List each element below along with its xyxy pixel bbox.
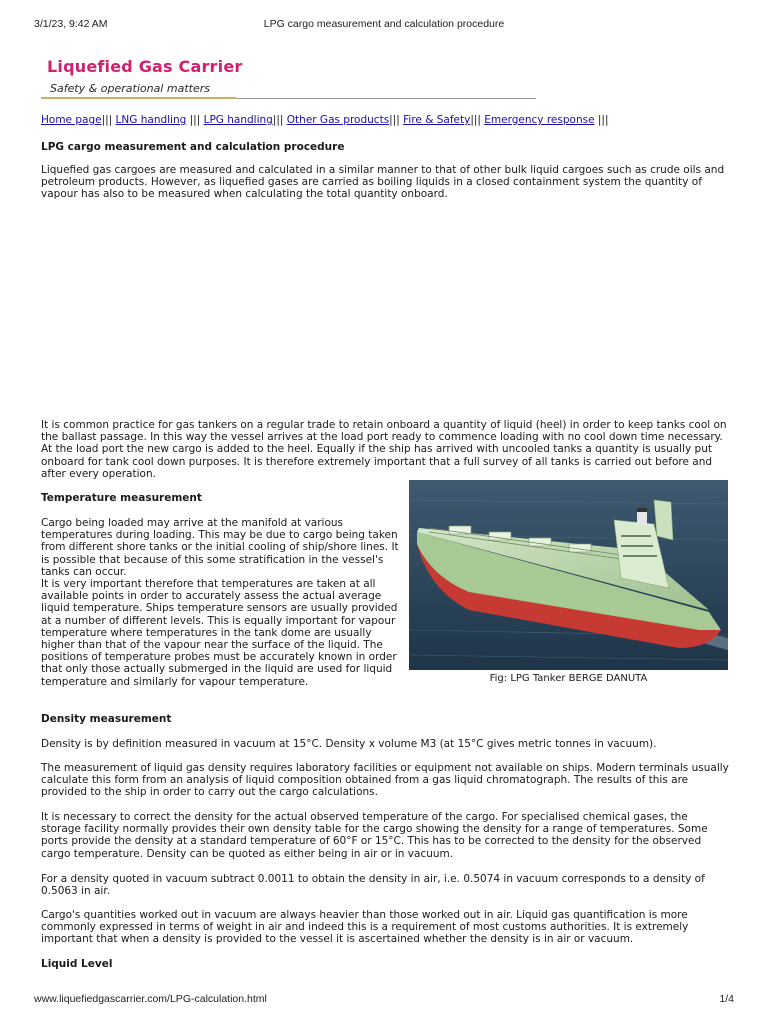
banner-rule-gold xyxy=(41,97,236,99)
temperature-paragraph-1: Cargo being loaded may arrive at the manifold at various temperatures during loading. This may be due to cargo being taken from different shore tanks or the initial cooling of ship/shore lines. It is possible that because of this some stratification in the vessel's tanks can occur. xyxy=(41,517,399,578)
print-url: www.liquefiedgascarrier.com/LPG-calculation.html xyxy=(34,993,267,1005)
tanker-photo xyxy=(409,480,728,670)
nav-separator: ||| xyxy=(186,114,204,126)
site-banner xyxy=(41,55,536,103)
liquid-level-heading: Liquid Level xyxy=(41,958,113,970)
nav-link-home[interactable]: Home page xyxy=(41,114,102,126)
temperature-paragraph-2: It is very important therefore that temperatures are taken at all available points in order to accurately assess the actual average liquid temperature. Ships temperature sensors are usually provided at a number of different levels. This is equally important for vapour temperature where temperatures in the tank dome are usually higher than that of the vapour near the surface of the liquid. The positions of temperature probes must be accurately known in order that only those actually submerged in the liquid are used for liquid temperature and similarly for vapour temperature. xyxy=(41,578,398,688)
density-paragraph-1: Density is by definition measured in vacuum at 15°C. Density x volume M3 (at 15°C gives metric tonnes in vacuum). xyxy=(41,738,657,750)
density-paragraph-4: For a density quoted in vacuum subtract 0.0011 to obtain the density in air, i.e. 0.5074 in vacuum corresponds to a density of 0.5063 in air. xyxy=(41,873,705,898)
print-header xyxy=(34,18,734,32)
article-heading: LPG cargo measurement and calculation procedure xyxy=(41,141,345,153)
tanker-figure xyxy=(409,480,728,684)
density-paragraph-3: It is necessary to correct the density for the actual observed temperature of the cargo. For specialised chemical gases, the storage facility normally provides their own density table for the cargo showing the density for a range of temperatures. Some ports provide the density at a standard temperature of 60°F or 15°C. This has to be corrected to the density for the observed cargo temperature. Density can be quoted as either being in air or in vacuum. xyxy=(41,811,708,860)
nav-separator: ||| xyxy=(272,114,287,126)
figure-caption: Fig: LPG Tanker BERGE DANUTA xyxy=(489,673,648,684)
density-heading: Density measurement xyxy=(41,713,172,725)
nav-link-emergency-response[interactable]: Emergency response xyxy=(484,114,595,126)
nav-link-lpg-handling[interactable]: LPG handling xyxy=(203,114,273,126)
nav-separator: ||| xyxy=(470,114,485,126)
article-intro: Liquefied gas cargoes are measured and calculated in a similar manner to that of other bulk liquid cargoes such as crude oils and petroleum products. However, as liquefied gases are carried as boiling liquids in a closed containment system the quantity of vapour has also to be measured when calculating the total quantity onboard. xyxy=(41,164,725,201)
density-paragraph-5: Cargo's quantities worked out in vacuum are always heavier than those worked out in air. Liquid gas quantification is more commonly expressed in terms of weight in air and indeed this is a requirement of most customs authorities. It is extremely important that when a density is provided to the vessel it is ascertained whether the density is in air or vacuum. xyxy=(41,909,689,946)
print-page-number: 1/4 xyxy=(719,993,734,1005)
density-paragraph-2: The measurement of liquid gas density requires laboratory facilities or equipment not available on ships. Modern terminals usually calculate this form from an analysis of liquid composition obtained from a gas liquid chromatograph. The results of this are provided to the ship in order to carry out the cargo calculations. xyxy=(41,762,729,799)
nav-link-fire-safety[interactable]: Fire & Safety xyxy=(403,114,471,126)
heel-paragraph: It is common practice for gas tankers on a regular trade to retain onboard a quantity of liquid (heel) in order to keep tanks cool on the ballast passage. In this way the vessel arrives at the load port ready to commence loading with no cool down time necessary. At the load port the new cargo is added to the heel. Equally if the ship has arrived with uncooled tanks a quantity is usually put onboard for tank cool down purposes. It is therefore extremely important that a full survey of all tanks is carried out before and after every operation. xyxy=(41,419,727,480)
nav-link-other-gas-products[interactable]: Other Gas products xyxy=(286,114,390,126)
temperature-heading: Temperature measurement xyxy=(41,492,202,504)
print-datetime: 3/1/23, 9:42 AM xyxy=(34,18,108,30)
print-footer xyxy=(34,993,734,1007)
site-logo-title: Liquefied Gas Carrier xyxy=(47,57,243,76)
banner-rule-grey xyxy=(236,98,536,99)
site-nav xyxy=(41,114,608,126)
nav-link-lng-handling[interactable]: LNG handling xyxy=(115,114,187,126)
nav-separator: ||| xyxy=(101,114,113,126)
print-doc-title: LPG cargo measurement and calculation procedure xyxy=(263,18,505,30)
site-logo-subtitle: Safety & operational matters xyxy=(50,82,210,95)
nav-separator: ||| xyxy=(594,114,609,126)
nav-separator: ||| xyxy=(389,114,404,126)
